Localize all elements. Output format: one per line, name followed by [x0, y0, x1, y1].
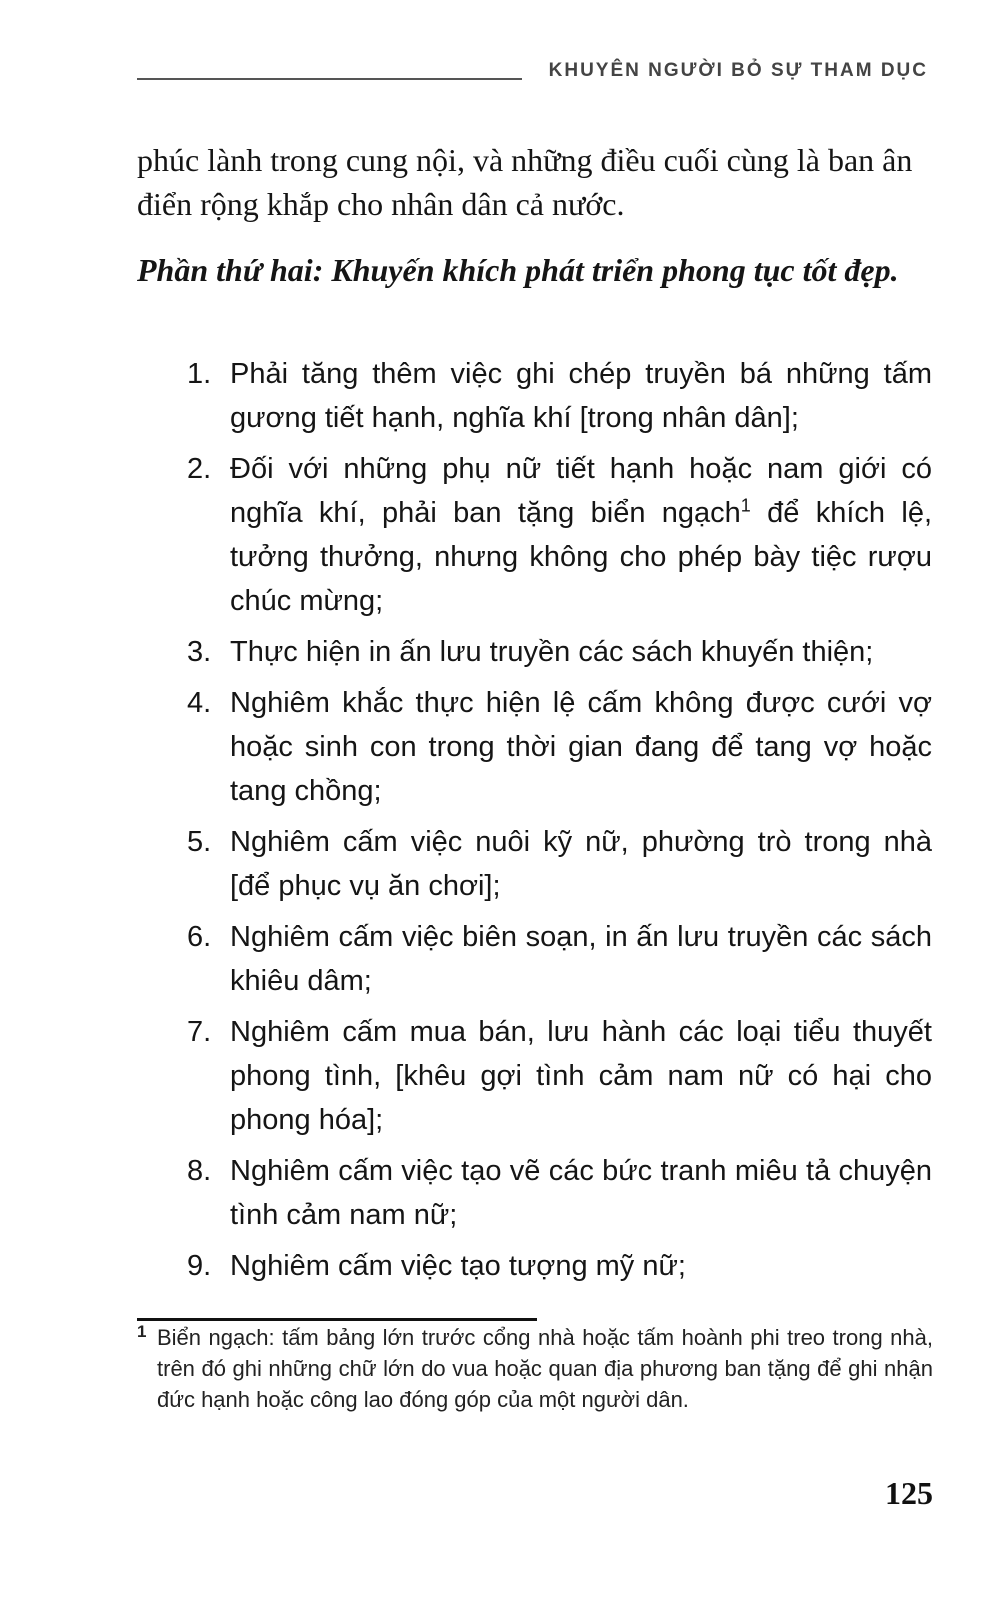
- list-number: 8.: [187, 1155, 212, 1187]
- footnote-text: Biển ngạch: tấm bảng lớn trước cổng nhà hoặc tấm hoành phi treo trong nhà, trên đó ghi những chữ lớn do vua hoặc quan địa phương ban tặng để ghi nhận đức hạnh hoặc công lao đóng góp của một người dân.: [157, 1325, 933, 1412]
- list-text: Đối với những phụ nữ tiết hạnh hoặc nam giới có nghĩa khí, phải ban tặng biển ngạch: [230, 453, 932, 529]
- list-number: 6.: [187, 921, 212, 953]
- header-rule: [137, 78, 522, 80]
- page-number: 125: [885, 1475, 933, 1511]
- list-text: Nghiêm khắc thực hiện lệ cấm không được cưới vợ hoặc sinh con trong thời gian đang để tang vợ hoặc tang chồng;: [230, 687, 932, 807]
- footnote-number: 1: [137, 1322, 147, 1341]
- list-text: Nghiêm cấm việc biên soạn, in ấn lưu truyền các sách khiêu dâm;: [230, 921, 932, 997]
- list-number: 2.: [187, 453, 212, 485]
- list-number: 3.: [187, 636, 212, 668]
- list-item: [187, 352, 932, 440]
- list-text: Phải tăng thêm việc ghi chép truyền bá những tấm gương tiết hạnh, nghĩa khí [trong nhân dân];: [230, 358, 932, 434]
- footnote: [137, 1322, 933, 1415]
- list-text: Thực hiện in ấn lưu truyền các sách khuyến thiện;: [230, 636, 874, 668]
- list-number: 7.: [187, 1016, 212, 1048]
- list-number: 4.: [187, 687, 212, 719]
- list-item: [187, 1149, 932, 1237]
- list-item: [187, 820, 932, 908]
- list-text: Nghiêm cấm việc tạo tượng mỹ nữ;: [230, 1250, 686, 1282]
- continuation-paragraph: phúc lành trong cung nội, và những điều cuối cùng là ban ân điển rộng khắp cho nhân dân cả nước.: [137, 142, 913, 222]
- numbered-list: [187, 352, 932, 1295]
- list-number: 1.: [187, 358, 212, 390]
- footnote-reference: 1: [740, 495, 751, 516]
- list-item: [187, 1010, 932, 1142]
- footnote-rule: [137, 1318, 537, 1321]
- list-text: Nghiêm cấm việc tạo vẽ các bức tranh miêu tả chuyện tình cảm nam nữ;: [230, 1155, 932, 1231]
- list-item: [187, 915, 932, 1003]
- list-item: [187, 681, 932, 813]
- list-text: Nghiêm cấm việc nuôi kỹ nữ, phường trò trong nhà [để phục vụ ăn chơi];: [230, 826, 932, 902]
- section-heading: Phần thứ hai: Khuyến khích phát triển phong tục tốt đẹp.: [137, 252, 899, 288]
- list-item: [187, 630, 932, 674]
- header-title: KHUYÊN NGƯỜI BỎ SỰ THAM DỤC: [548, 60, 928, 81]
- list-item: [187, 1244, 932, 1288]
- running-header: [137, 60, 928, 84]
- list-text-continued: để khích lệ, tưởng thưởng, nhưng không cho phép bày tiệc rượu chúc mừng;: [230, 497, 933, 617]
- list-number: 9.: [187, 1250, 212, 1282]
- list-number: 5.: [187, 826, 212, 858]
- list-item: [187, 447, 932, 623]
- list-text: Nghiêm cấm mua bán, lưu hành các loại tiểu thuyết phong tình, [khêu gợi tình cảm nam nữ có hại cho phong hóa];: [230, 1016, 932, 1136]
